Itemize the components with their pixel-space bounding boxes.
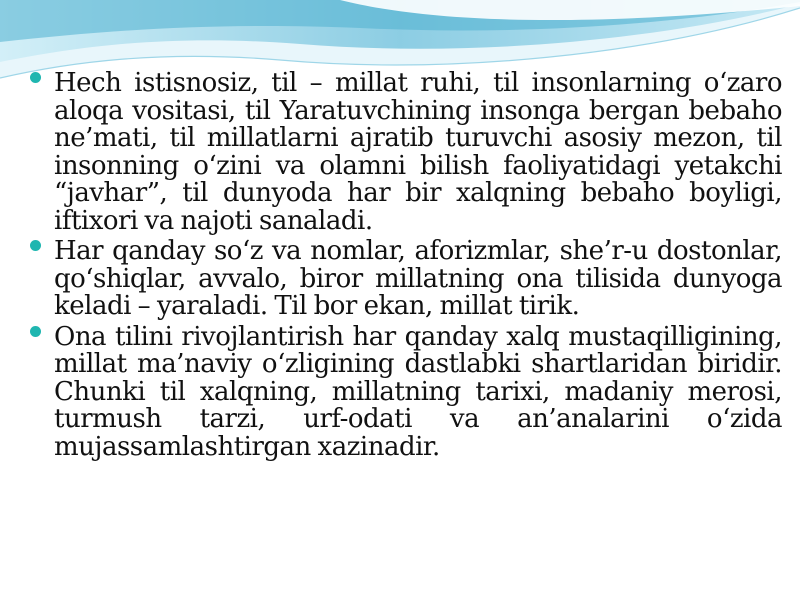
bullet-item bbox=[30, 70, 782, 235]
bullet-item bbox=[30, 238, 782, 321]
bullet-text: Hech istisnosiz, til – millat ruhi, til insonlarning o‘zaro aloqa vositasi, til Yaratuvchining insonga bergan bebaho ne’mati, til millatlarni ajratib turuvchi asosiy mezon, til insonning o‘zini va olamni bilish faoliyatidagi yetakchi “javhar”, til dunyoda har bir xalqning bebaho boyligi, iftixori va najoti sanaladi. bbox=[54, 68, 782, 236]
bullet-item bbox=[30, 321, 782, 462]
bullet-list bbox=[30, 70, 782, 464]
bullet-text: Har qanday so‘z va nomlar, aforizmlar, she’r-u dostonlar, qo‘shiqlar, avvalo, biror millatning ona tilisida dunyoga keladi – yaraladi. Til bor ekan, millat tirik. bbox=[54, 236, 782, 321]
bullet-dot-icon bbox=[30, 240, 41, 251]
bullet-dot-icon bbox=[30, 72, 41, 83]
bullet-text: Ona tilini rivojlantirish har qanday xalq mustaqilligining, millat ma’naviy o‘zligining dastlabki shartlaridan biridir. Chunki til xalqning, millatning tarixi, madaniy merosi, turmush tarzi, urf-odati va an’analarini o‘zida mujassamlashtirgan xazinadir. bbox=[54, 321, 782, 462]
bullet-dot-icon bbox=[30, 326, 41, 337]
